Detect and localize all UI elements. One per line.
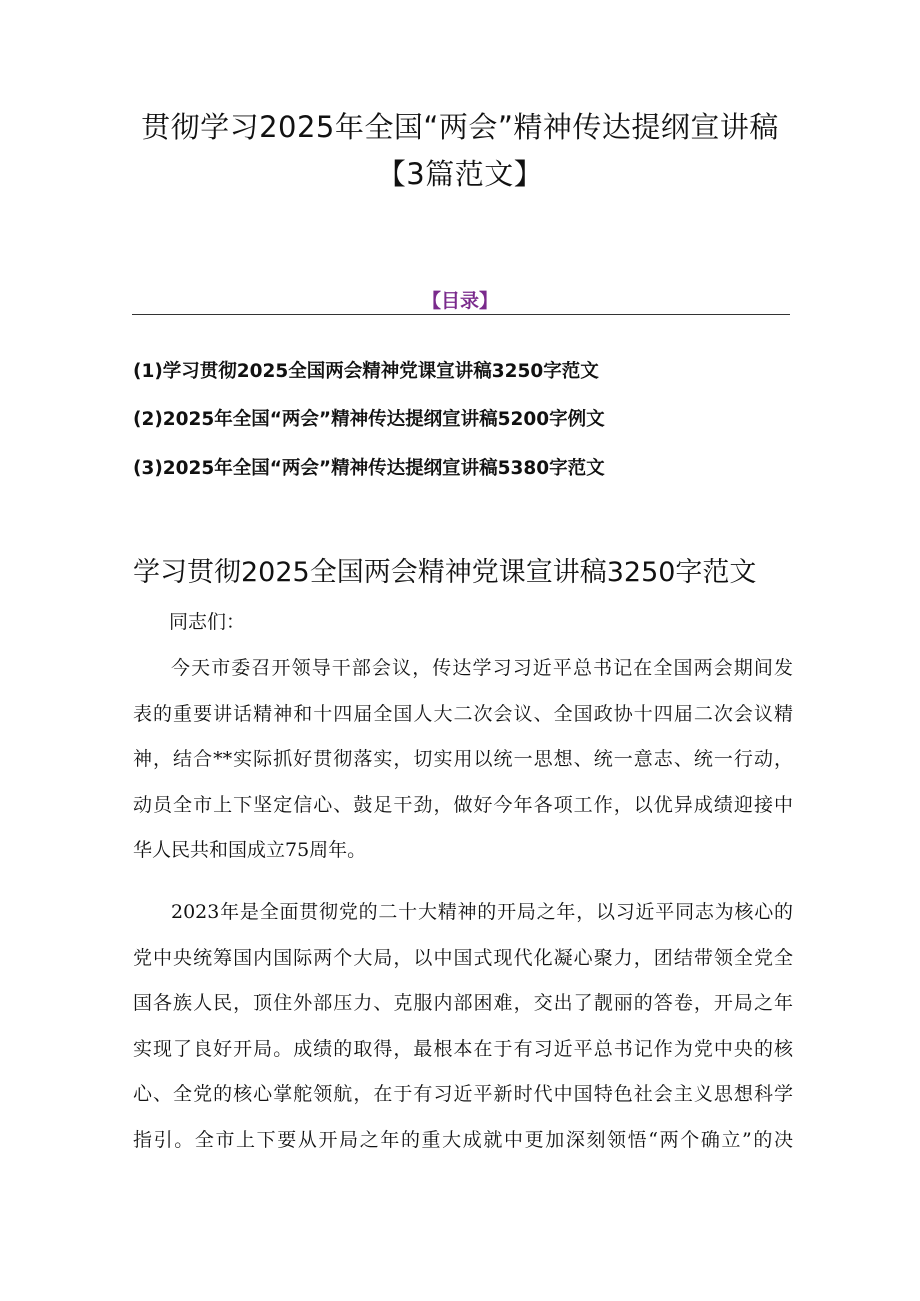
paragraph-2-line: 心、全党的核心掌舵领航，在于有习近平新时代中国特色社会主义思想科学 (133, 1083, 793, 1105)
paragraph-1-line: 神，结合**实际抓好贯彻落实，切实用以统一思想、统一意志、统一行动， (133, 748, 793, 770)
paragraph-2-line: 党中央统筹国内国际两个大局，以中国式现代化凝心聚力，团结带领全党全 (133, 946, 793, 969)
paragraph-2-line: 国各族人民，顶住外部压力、克服内部困难，交出了靓丽的答卷，开局之年 (133, 992, 793, 1014)
section-title: 学习贯彻2025全国两会精神党课宣讲稿3250字范文 (133, 557, 757, 588)
document-title-line-1: 贯彻学习2025年全国“两会”精神传达提纲宣讲稿 (141, 110, 779, 144)
paragraph-2-line: 指引。全市上下要从开局之年的重大成就中更加深刻领悟“两个确立”的决 (133, 1128, 793, 1151)
toc-heading: 【目录】 (421, 290, 498, 312)
toc-item-2[interactable]: (2)2025年全国“两会”精神传达提纲宣讲稿5200字例文 (133, 409, 605, 430)
paragraph-1-line: 表的重要讲话精神和十四届全国人大二次会议、全国政协十四届二次会议精 (133, 702, 793, 725)
toc-item-3[interactable]: (3)2025年全国“两会”精神传达提纲宣讲稿5380字范文 (133, 458, 605, 479)
paragraph-1-line: 今天市委召开领导干部会议，传达学习习近平总书记在全国两会期间发 (171, 657, 793, 679)
toc-divider (132, 314, 790, 315)
paragraph-1-line: 动员全市上下坚定信心、鼓足干劲，做好今年各项工作，以优异成绩迎接中 (133, 793, 793, 816)
greeting: 同志们： (169, 611, 246, 633)
toc-item-1[interactable]: (1)学习贯彻2025全国两会精神党课宣讲稿3250字范文 (133, 361, 599, 382)
paragraph-2 (133, 890, 793, 1163)
paragraph-2-line: 2023年是全面贯彻党的二十大精神的开局之年，以习近平同志为核心的 (171, 901, 793, 923)
document-title-line-2: 【3篇范文】 (376, 157, 544, 191)
paragraph-1-line: 华人民共和国成立75周年。 (133, 839, 367, 861)
paragraph-1 (133, 646, 793, 874)
paragraph-2-line: 实现了良好开局。成绩的取得，最根本在于有习近平总书记作为党中央的核 (133, 1037, 793, 1060)
